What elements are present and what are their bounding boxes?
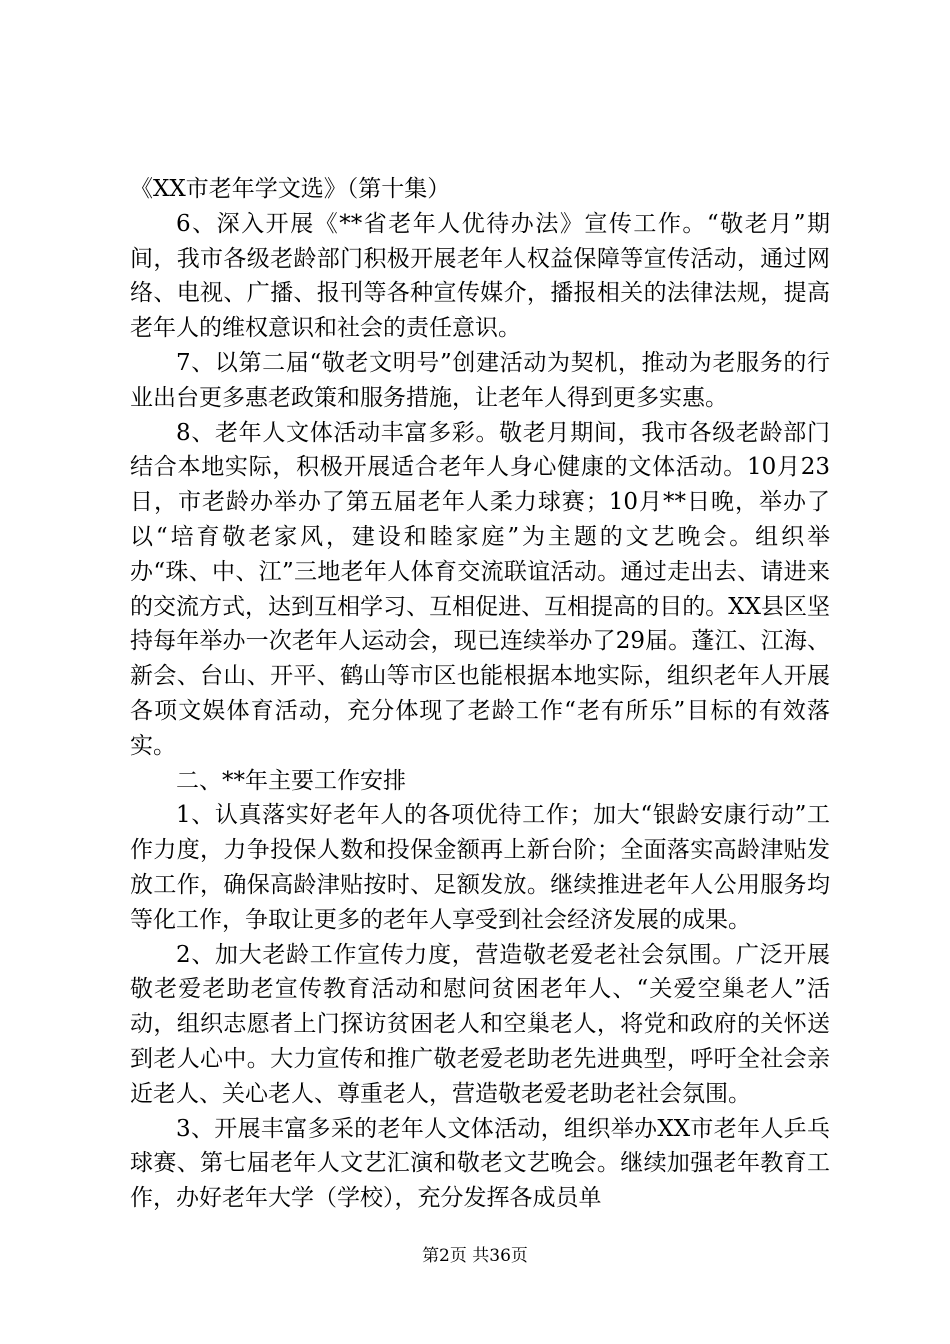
paragraph-item-8: 8、老年人文体活动丰富多彩。敬老月期间，我市各级老龄部门结合本地实际，积极开展适合老年人身心健康的文体活动。10月23日，市老龄办举办了第五届老年人柔力球赛；10月**日晚，举办了以“培育敬老家风，建设和睦家庭”为主题的文艺晚会。组织举办“珠、中、江”三地老年人体育交流联谊活动。通过走出去、请进来的交流方式，达到互相学习、互相促进、互相提高的目的。XX县区坚持每年举办一次老年人运动会，现已连续举办了29届。蓬江、江海、新会、台山、开平、鹤山等市区也能根据本地实际，组织老年人开展各项文娱体育活动，充分体现了老龄工作“老有所乐”目标的有效落实。 (130, 419, 830, 759)
section-heading-work-plan: 二、**年主要工作安排 (176, 767, 406, 794)
document-body (130, 172, 830, 1216)
paragraph-plan-2: 2、加大老龄工作宣传力度，营造敬老爱老社会氛围。广泛开展敬老爱老助老宣传教育活动和慰问贫困老年人、“关爱空巢老人”活动，组织志愿者上门探访贫困老人和空巢老人，将党和政府的关怀送到老人心中。大力宣传和推广敬老爱老助老先进典型，呼吁全社会亲近老人、关心老人、尊重老人，营造敬老爱老助老社会氛围。 (130, 941, 830, 1107)
document-title: 《XX市老年学文选》（第十集） (130, 176, 451, 202)
page-number-footer: 第2页 共36页 (422, 1246, 528, 1266)
paragraph-plan-3: 3、开展丰富多采的老年人文体活动，组织举办XX市老年人乒乓球赛、第七届老年人文艺汇演和敬老文艺晚会。继续加强老年教育工作，办好老年大学（学校），充分发挥各成员单 (130, 1115, 830, 1212)
paragraph-item-7: 7、以第二届“敬老文明号”创建活动为契机，推动为老服务的行业出台更多惠老政策和服务措施，让老年人得到更多实惠。 (130, 349, 830, 411)
paragraph-item-6: 6、深入开展《**省老年人优待办法》宣传工作。“敬老月”期间，我市各级老龄部门积极开展老年人权益保障等宣传活动，通过网络、电视、广播、报刊等各种宣传媒介，播报相关的法律法规，提高老年人的维权意识和社会的责任意识。 (130, 210, 830, 342)
paragraph-plan-1: 1、认真落实好老年人的各项优待工作；加大“银龄安康行动”工作力度，力争投保人数和投保金额再上新台阶；全面落实高龄津贴发放工作，确保高龄津贴按时、足额发放。继续推进老年人公用服务均等化工作，争取让更多的老年人享受到社会经济发展的成果。 (130, 802, 830, 933)
